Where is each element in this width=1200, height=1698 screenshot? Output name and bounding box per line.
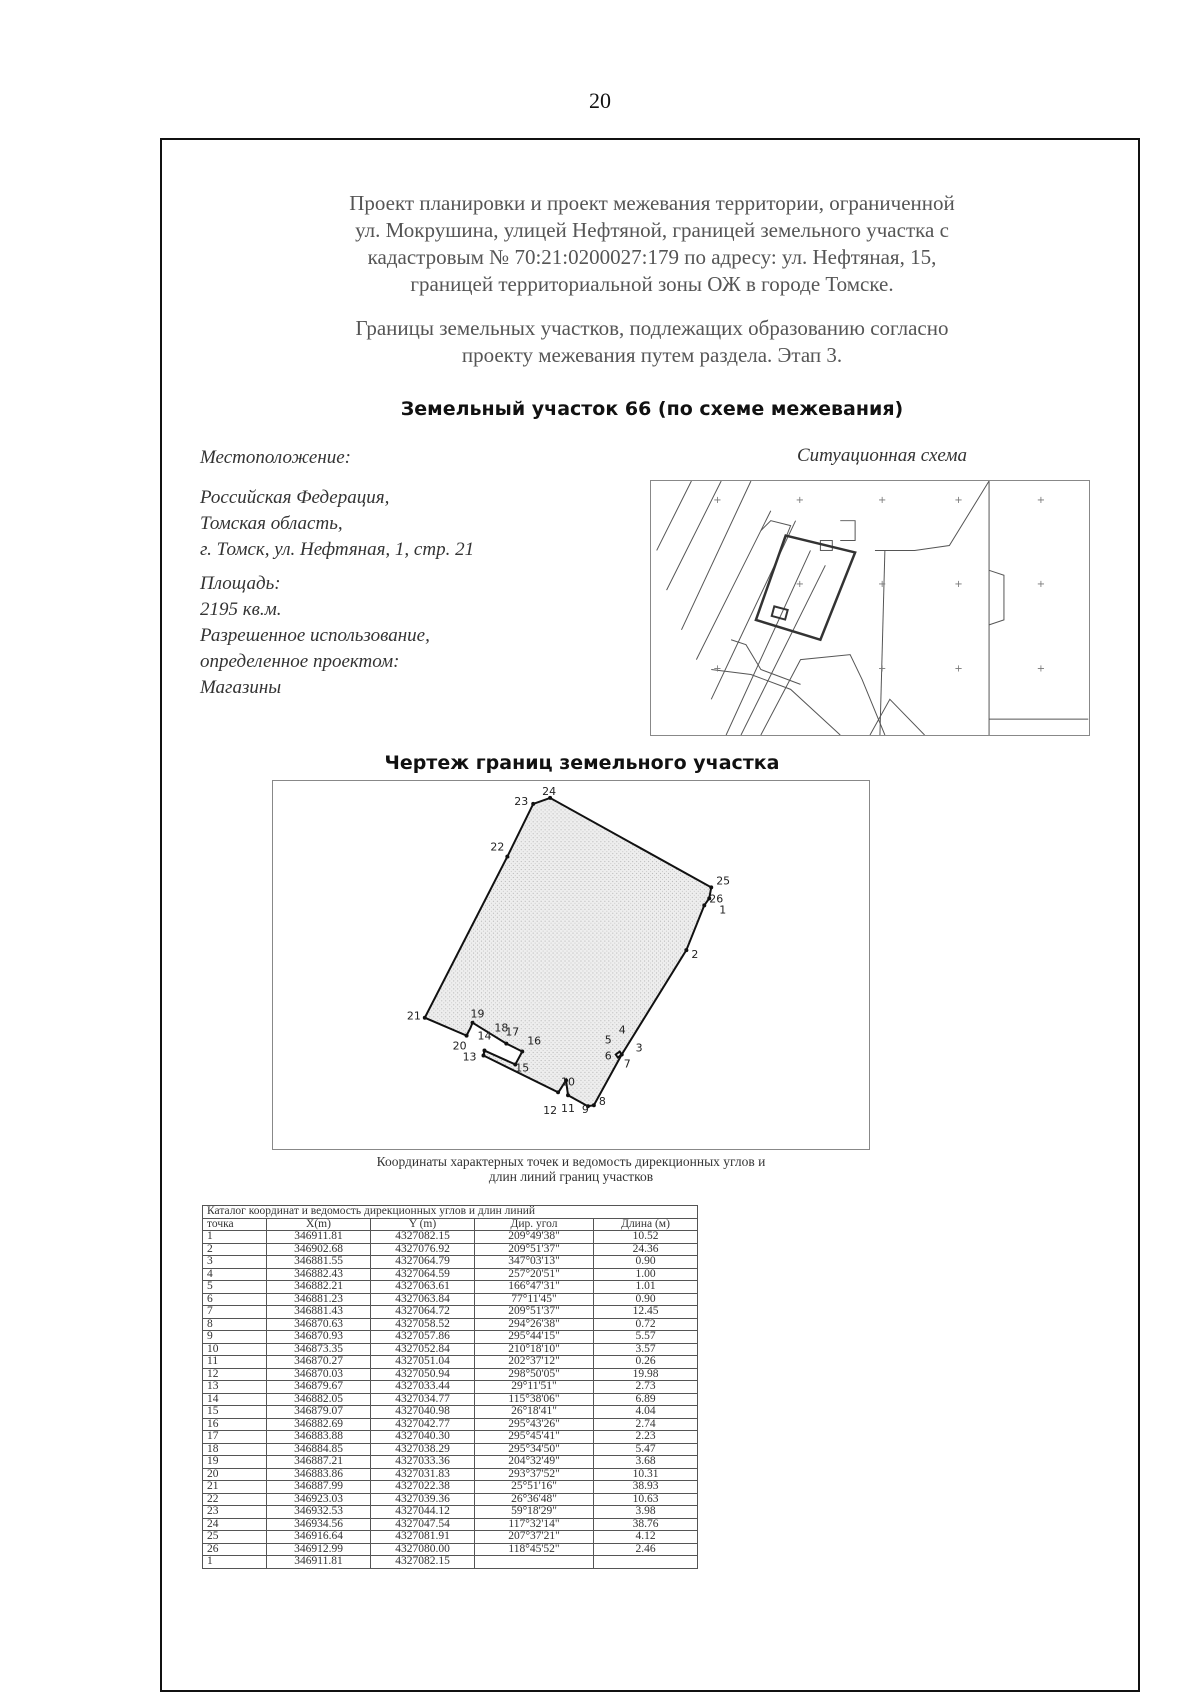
vertex-label: 24	[542, 784, 557, 798]
table-cell: 347°03'13"	[475, 1256, 594, 1269]
table-cell: 118°45'52"	[475, 1543, 594, 1556]
table-row	[203, 1343, 698, 1356]
table-header-row	[203, 1218, 698, 1231]
table-cell: 19.98	[594, 1368, 698, 1381]
table-cell: 8	[203, 1318, 267, 1331]
table-cell: 346870.27	[267, 1356, 371, 1369]
table-row	[203, 1443, 698, 1456]
table-cell	[475, 1556, 594, 1569]
vertex-label: 19	[470, 1007, 485, 1021]
vertex-label: 15	[515, 1061, 530, 1075]
vertex-label: 11	[561, 1102, 575, 1116]
table-cell: 2.23	[594, 1431, 698, 1444]
table-cell: 5	[203, 1281, 267, 1294]
table-cell: 4327064.59	[371, 1268, 475, 1281]
table-cell	[594, 1556, 698, 1569]
table-row	[203, 1556, 698, 1569]
table-cell: 17	[203, 1431, 267, 1444]
table-cell: 6	[203, 1293, 267, 1306]
table-cell: 4327064.79	[371, 1256, 475, 1269]
table-cell: 346887.99	[267, 1481, 371, 1494]
table-row	[203, 1468, 698, 1481]
table-cell: 346912.99	[267, 1543, 371, 1556]
svg-text:+: +	[954, 663, 963, 675]
table-cell: 4327038.29	[371, 1443, 475, 1456]
table-cell: 4327057.86	[371, 1331, 475, 1344]
table-cell: 4327063.61	[371, 1281, 475, 1294]
document-frame	[160, 138, 1140, 1692]
table-cell: 346870.63	[267, 1318, 371, 1331]
table-row	[203, 1243, 698, 1256]
table-cell: 117°32'14"	[475, 1518, 594, 1531]
table-cell: 22	[203, 1493, 267, 1506]
vertex-label: 1	[719, 903, 727, 917]
table-cell: 294°26'38"	[475, 1318, 594, 1331]
column-header: точка	[203, 1218, 267, 1231]
table-cell: 3.98	[594, 1506, 698, 1519]
table-cell: 346881.43	[267, 1306, 371, 1319]
table-cell: 295°34'50"	[475, 1443, 594, 1456]
table-cell: 4327033.36	[371, 1456, 475, 1469]
table-cell: 10	[203, 1343, 267, 1356]
situation-title: Ситуационная схема	[797, 445, 967, 466]
vertex-label: 12	[543, 1104, 558, 1118]
table-cell: 0.72	[594, 1318, 698, 1331]
page-number: 20	[589, 88, 611, 113]
table-cell: 295°45'41"	[475, 1431, 594, 1444]
table-cell: 4327044.12	[371, 1506, 475, 1519]
caption-line: Координаты характерных точек и ведомость дирекционных углов и	[376, 1154, 766, 1169]
table-cell: 7	[203, 1306, 267, 1319]
table-cell: 4.12	[594, 1531, 698, 1544]
table-cell: 4327033.44	[371, 1381, 475, 1394]
table-cell: 346870.93	[267, 1331, 371, 1344]
column-header: Y (m)	[371, 1218, 475, 1231]
vertex-label: 5	[604, 1033, 612, 1047]
table-cell: 1	[203, 1231, 267, 1244]
table-cell: 346883.86	[267, 1468, 371, 1481]
table-cell: 4327076.92	[371, 1243, 475, 1256]
location-label: Местоположение:	[200, 447, 352, 468]
table-cell: 21	[203, 1481, 267, 1494]
table-cell: 346916.64	[267, 1531, 371, 1544]
table-cell: 10.31	[594, 1468, 698, 1481]
table-cell: 346934.56	[267, 1518, 371, 1531]
table-cell: 2	[203, 1243, 267, 1256]
column-header: X(m)	[267, 1218, 371, 1231]
location-line: Российская Федерация,	[200, 487, 390, 508]
vertex-label: 13	[462, 1050, 477, 1064]
table-cell: 3	[203, 1256, 267, 1269]
boundaries-subheading	[162, 315, 1142, 369]
table-cell: 115°38'06"	[475, 1393, 594, 1406]
table-cell: 346882.05	[267, 1393, 371, 1406]
vertex-label: 23	[514, 794, 529, 808]
project-title-line: ул. Мокрушина, улицей Нефтяной, границей земельного участка с	[355, 218, 949, 242]
table-cell: 25°51'16"	[475, 1481, 594, 1494]
table-cell: 202°37'12"	[475, 1356, 594, 1369]
project-title-line: кадастровым № 70:21:0200027:179 по адресу: ул. Нефтяная, 15,	[367, 245, 937, 269]
drawing-title: Чертеж границ земельного участка	[384, 752, 780, 774]
table-cell: 38.76	[594, 1518, 698, 1531]
table-row	[203, 1231, 698, 1244]
table-cell: 1	[203, 1556, 267, 1569]
table-cell: 346870.03	[267, 1368, 371, 1381]
table-row	[203, 1281, 698, 1294]
svg-text:+: +	[795, 579, 804, 591]
svg-text:+: +	[954, 494, 963, 506]
table-cell: 11	[203, 1356, 267, 1369]
table-cell: 0.26	[594, 1356, 698, 1369]
vertex-label: 18	[494, 1021, 509, 1035]
table-cell: 2.73	[594, 1381, 698, 1394]
svg-text:+: +	[1036, 579, 1045, 591]
table-cell: 24.36	[594, 1243, 698, 1256]
table-cell: 210°18'10"	[475, 1343, 594, 1356]
table-cell: 4327022.38	[371, 1481, 475, 1494]
table-row	[203, 1456, 698, 1469]
parcel-boundary-drawing	[272, 780, 870, 1150]
table-cell: 19	[203, 1456, 267, 1469]
table-row	[203, 1381, 698, 1394]
table-cell: 4327058.52	[371, 1318, 475, 1331]
table-cell: 4327047.54	[371, 1518, 475, 1531]
table-row	[203, 1293, 698, 1306]
table-cell: 4327031.83	[371, 1468, 475, 1481]
table-cell: 6.89	[594, 1393, 698, 1406]
table-cell: 209°49'38"	[475, 1231, 594, 1244]
table-cell: 59°18'29"	[475, 1506, 594, 1519]
vertex-label: 14	[477, 1029, 492, 1043]
table-cell: 166°47'31"	[475, 1281, 594, 1294]
table-cell: 346881.55	[267, 1256, 371, 1269]
vertex-label: 16	[527, 1034, 542, 1048]
table-cell: 293°37'52"	[475, 1468, 594, 1481]
table-cell: 4327034.77	[371, 1393, 475, 1406]
table-cell: 9	[203, 1331, 267, 1344]
table-cell: 26°18'41"	[475, 1406, 594, 1419]
svg-text:+: +	[1036, 494, 1045, 506]
table-cell: 346902.68	[267, 1243, 371, 1256]
table-row	[203, 1268, 698, 1281]
table-cell: 4327040.30	[371, 1431, 475, 1444]
parcel-title: Земельный участок 66 (по схеме межевания)	[400, 398, 904, 420]
table-row	[203, 1368, 698, 1381]
table-cell: 0.90	[594, 1293, 698, 1306]
svg-text:+: +	[877, 494, 887, 506]
caption-line: длин линий границ участков	[488, 1169, 654, 1184]
table-cell: 2.74	[594, 1418, 698, 1431]
location-info	[200, 445, 620, 701]
table-cell: 4327063.84	[371, 1293, 475, 1306]
subheading-line: Границы земельных участков, подлежащих образованию согласно	[355, 316, 949, 340]
area-value: 2195 кв.м.	[200, 599, 282, 620]
table-row	[203, 1518, 698, 1531]
table-cell: 346881.23	[267, 1293, 371, 1306]
table-cell: 29°11'51"	[475, 1381, 594, 1394]
table-cell: 4.04	[594, 1406, 698, 1419]
table-cell: 346887.21	[267, 1456, 371, 1469]
table-cell: 346932.53	[267, 1506, 371, 1519]
table-cell: 4327080.00	[371, 1543, 475, 1556]
table-cell: 2.46	[594, 1543, 698, 1556]
table-cell: 346884.85	[267, 1443, 371, 1456]
table-cell: 4327064.72	[371, 1306, 475, 1319]
table-cell: 298°50'05"	[475, 1368, 594, 1381]
table-cell: 4327081.91	[371, 1531, 475, 1544]
table-cell: 20	[203, 1468, 267, 1481]
table-row	[203, 1306, 698, 1319]
vertex-label: 9	[581, 1103, 589, 1117]
table-cell: 4327052.84	[371, 1343, 475, 1356]
table-title: Каталог координат и ведомость дирекционных углов и длин линий	[203, 1206, 698, 1219]
vertex-label: 7	[623, 1057, 631, 1071]
table-cell: 77°11'45"	[475, 1293, 594, 1306]
table-cell: 26	[203, 1543, 267, 1556]
table-cell: 209°51'37"	[475, 1243, 594, 1256]
column-header: Длина (м)	[594, 1218, 698, 1231]
project-title	[162, 190, 1142, 298]
vertex-label: 22	[490, 840, 505, 854]
table-row	[203, 1493, 698, 1506]
situation-map	[650, 480, 1090, 736]
use-label: Разрешенное использование,	[200, 625, 430, 646]
table-cell: 346879.67	[267, 1381, 371, 1394]
table-row	[203, 1393, 698, 1406]
project-title-line: границей территориальной зоны ОЖ в городе Томске.	[410, 272, 894, 296]
table-cell: 346879.07	[267, 1406, 371, 1419]
table-cell: 10.52	[594, 1231, 698, 1244]
table-cell: 5.47	[594, 1443, 698, 1456]
table-cell: 14	[203, 1393, 267, 1406]
table-cell: 16	[203, 1418, 267, 1431]
svg-text:+: +	[1036, 663, 1045, 675]
table-cell: 4327040.98	[371, 1406, 475, 1419]
table-cell: 23	[203, 1506, 267, 1519]
table-cell: 15	[203, 1406, 267, 1419]
vertex-label: 17	[505, 1025, 520, 1039]
table-cell: 346911.81	[267, 1231, 371, 1244]
use-value: Магазины	[200, 677, 282, 698]
table-cell: 4327082.15	[371, 1231, 475, 1244]
table-cell: 3.57	[594, 1343, 698, 1356]
vertex-label: 2	[691, 948, 699, 962]
table-cell: 257°20'51"	[475, 1268, 594, 1281]
table-cell: 3.68	[594, 1456, 698, 1469]
table-row	[203, 1331, 698, 1344]
table-cell: 26°36'48"	[475, 1493, 594, 1506]
table-row	[203, 1543, 698, 1556]
table-cell: 346882.69	[267, 1418, 371, 1431]
table-cell: 346923.03	[267, 1493, 371, 1506]
table-cell: 12.45	[594, 1306, 698, 1319]
vertex-label: 26	[709, 892, 724, 906]
table-cell: 346883.88	[267, 1431, 371, 1444]
use-label: определенное проектом:	[200, 651, 400, 672]
svg-text:+: +	[713, 663, 722, 675]
table-cell: 4327039.36	[371, 1493, 475, 1506]
table-cell: 1.01	[594, 1281, 698, 1294]
svg-text:+: +	[877, 579, 887, 591]
svg-text:+: +	[795, 494, 804, 506]
situation-parcel-outline	[756, 536, 855, 640]
table-cell: 346882.43	[267, 1268, 371, 1281]
svg-text:+: +	[954, 579, 963, 591]
coordinate-catalog-table	[202, 1205, 698, 1569]
vertex-label: 3	[635, 1041, 643, 1055]
table-cell: 13	[203, 1381, 267, 1394]
table-cell: 4	[203, 1268, 267, 1281]
vertex-label: 20	[452, 1039, 467, 1053]
table-cell: 25	[203, 1531, 267, 1544]
table-row	[203, 1356, 698, 1369]
vertex-label: 10	[561, 1075, 575, 1089]
table-cell: 295°44'15"	[475, 1331, 594, 1344]
table-cell: 204°32'49"	[475, 1456, 594, 1469]
table-cell: 209°51'37"	[475, 1306, 594, 1319]
table-cell: 10.63	[594, 1493, 698, 1506]
table-row	[203, 1431, 698, 1444]
table-cell: 18	[203, 1443, 267, 1456]
table-cell: 4327042.77	[371, 1418, 475, 1431]
table-row	[203, 1418, 698, 1431]
table-row	[203, 1318, 698, 1331]
table-cell: 0.90	[594, 1256, 698, 1269]
table-cell: 295°43'26"	[475, 1418, 594, 1431]
table-cell: 207°37'21"	[475, 1531, 594, 1544]
table-row	[203, 1481, 698, 1494]
table-cell: 38.93	[594, 1481, 698, 1494]
table-cell: 5.57	[594, 1331, 698, 1344]
project-title-line: Проект планировки и проект межевания территории, ограниченной	[349, 191, 955, 215]
table-cell: 1.00	[594, 1268, 698, 1281]
table-cell: 4327050.94	[371, 1368, 475, 1381]
subheading-line: проекту межевания путем раздела. Этап 3.	[461, 343, 843, 367]
column-header: Дир. угол	[475, 1218, 594, 1231]
table-row	[203, 1531, 698, 1544]
location-line: г. Томск, ул. Нефтяная, 1, стр. 21	[200, 539, 475, 560]
table-cell: 4327051.04	[371, 1356, 475, 1369]
vertex-label: 6	[604, 1049, 612, 1063]
table-row	[203, 1406, 698, 1419]
location-line: Томская область,	[200, 513, 343, 534]
table-cell: 24	[203, 1518, 267, 1531]
table-row	[203, 1256, 698, 1269]
table-cell: 12	[203, 1368, 267, 1381]
table-cell: 346873.35	[267, 1343, 371, 1356]
svg-text:+: +	[713, 494, 722, 506]
vertex-label: 25	[716, 874, 731, 888]
table-row	[203, 1506, 698, 1519]
area-label: Площадь:	[200, 573, 281, 594]
table-cell: 4327082.15	[371, 1556, 475, 1569]
table-cell: 346882.21	[267, 1281, 371, 1294]
table-cell: 346911.81	[267, 1556, 371, 1569]
vertex-label: 21	[406, 1009, 421, 1023]
svg-text:+: +	[877, 663, 887, 675]
catalog-caption	[272, 1154, 870, 1184]
vertex-label: 4	[618, 1023, 626, 1037]
vertex-label: 8	[598, 1095, 606, 1109]
